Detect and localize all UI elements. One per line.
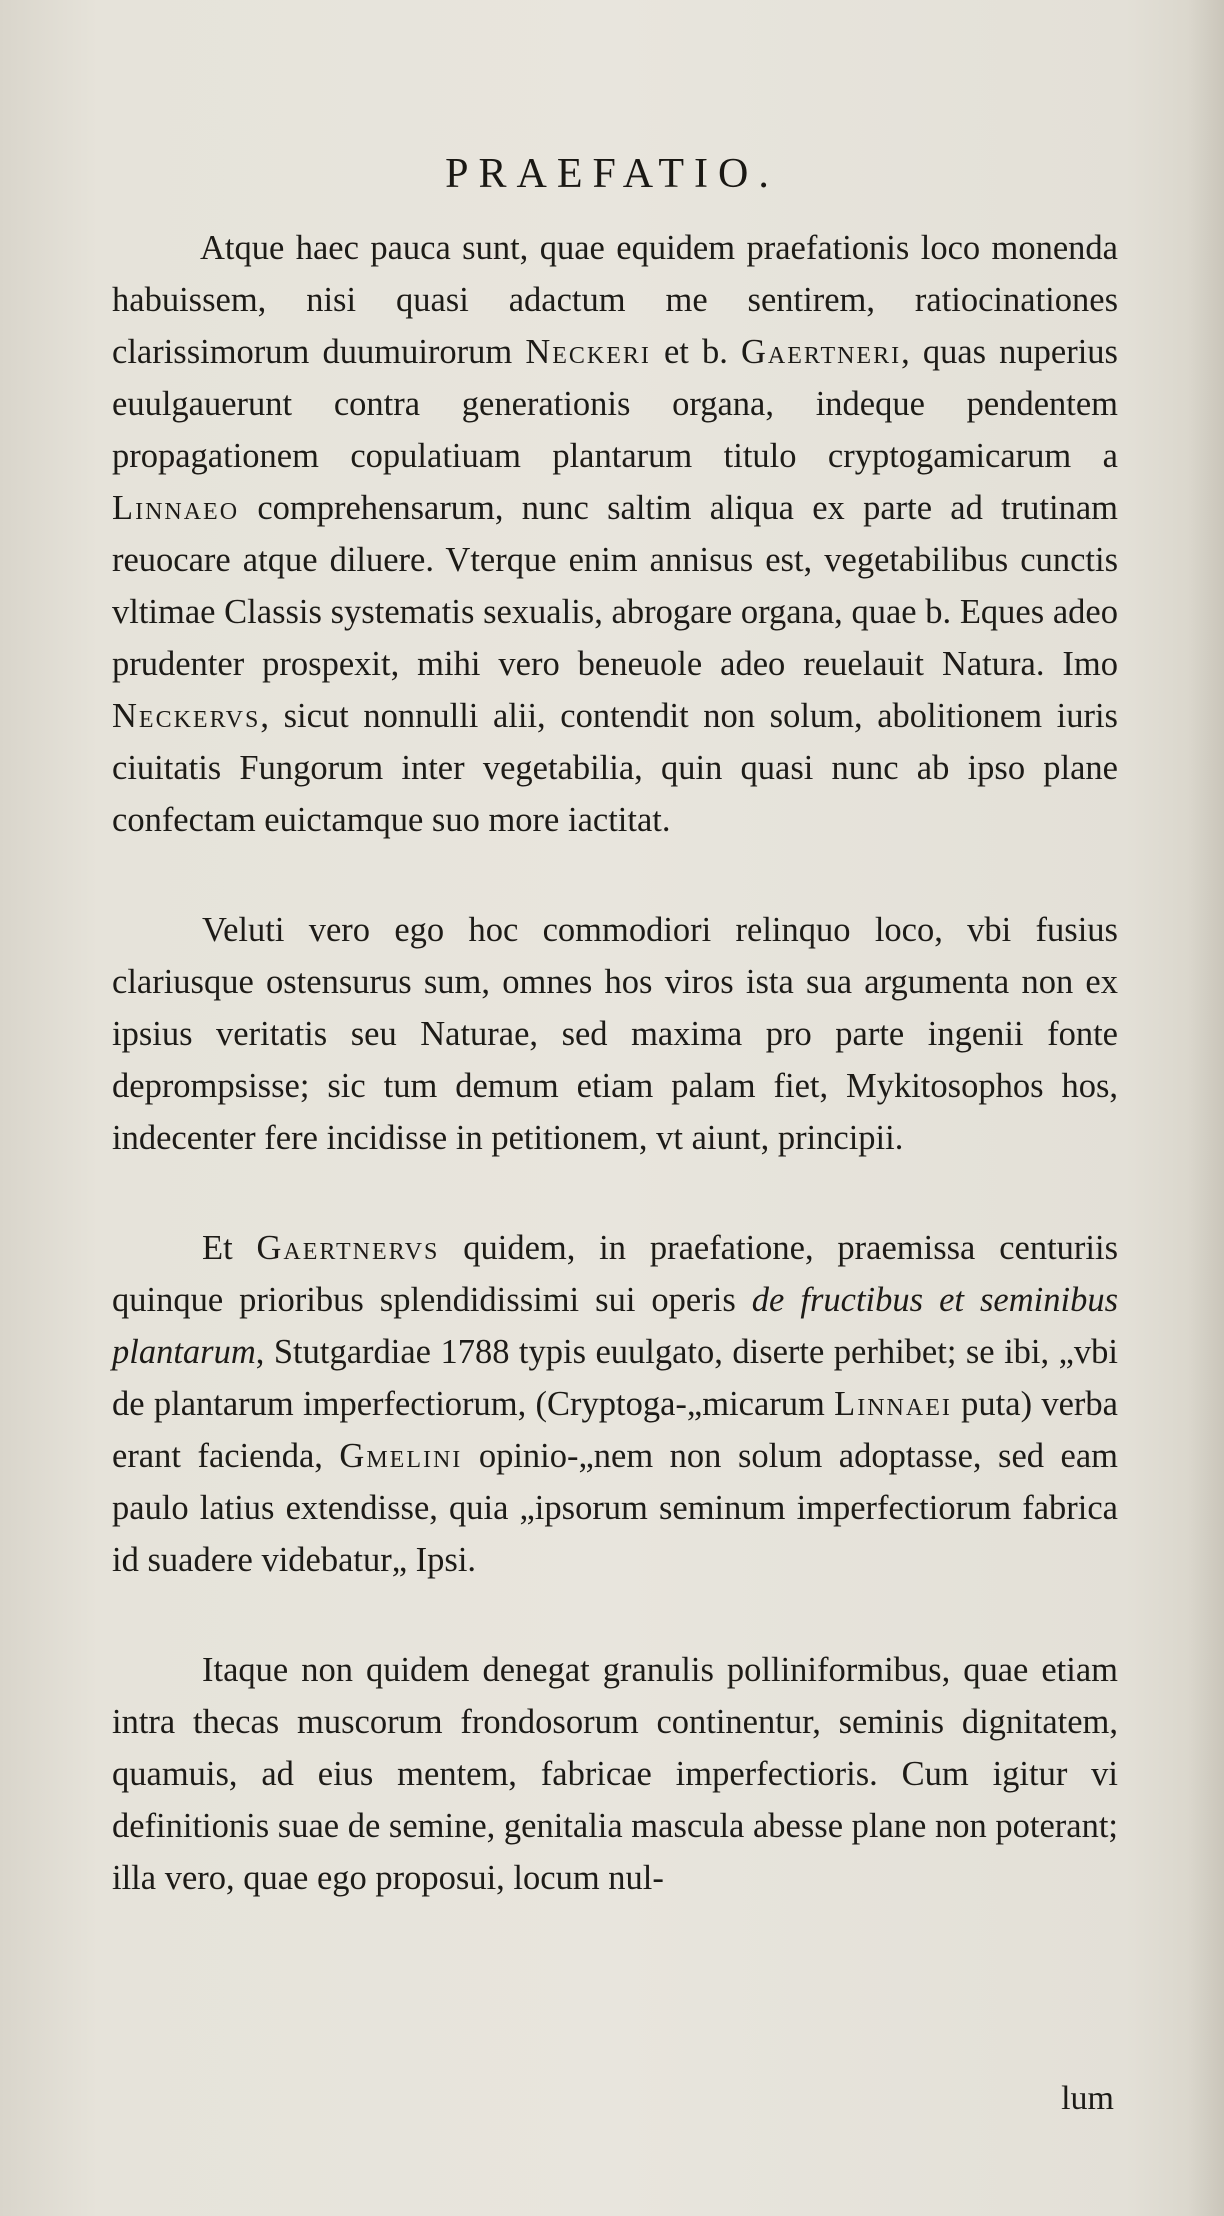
text-run: , quas nuperius euulgauerunt contra generationis organa, indeque pendentem propagationem copulatiuam plantarum titulo cryptogamicarum a [112, 333, 1118, 475]
paragraph [112, 1222, 1118, 1586]
text-run: Atque haec pauca sunt, quae equidem praefationis loco monenda habuissem, nisi quasi adactum me sentirem, ratiocinationes clarissimorum duumuirorum [112, 229, 1118, 371]
text-run: Et [202, 1229, 257, 1267]
italic-title: de fructibus et seminibus plantarum [112, 1281, 1118, 1371]
text-run: quidem, in praefatione, praemissa centuriis quinque prioribus splendidissimi sui operis [112, 1229, 1118, 1319]
paragraph [112, 222, 1118, 846]
proper-name: Linnaeo [112, 489, 240, 527]
text-run: comprehensarum, nunc saltim aliqua ex parte ad trutinam reuocare atque diluere. Vterque enim annisus est, vegetabilibus cunctis vltimae Classis systematis sexualis, abrogare organa, quae b. Eques adeo prudenter prospexit, mihi vero beneuole adeo reuelauit Natura. Imo [112, 489, 1118, 683]
text-run: , Stutgardiae 1788 typis euulgato, diserte perhibet; se ibi, „vbi de plantarum imperfectiorum, (Cryptoga-„micarum [112, 1333, 1118, 1423]
paragraph [112, 904, 1118, 1164]
proper-name: Gaertnervs [256, 1229, 440, 1267]
text-run: et b. [650, 333, 741, 371]
proper-name: Neckeri [525, 333, 651, 371]
text-run: Itaque non quidem denegat granulis polliniformibus, quae etiam intra thecas muscorum frondosorum continentur, seminis dignitatem, quamuis, ad eius mentem, fabricae imperfectioris. Cum igitur vi definitionis suae de semine, genitalia mascula abesse plane non poterant; illa vero, quae ego proposui, locum nul- [112, 1651, 1118, 1897]
page-edge-shadow [1188, 0, 1224, 2216]
text-run: , sicut nonnulli alii, contendit non solum, abolitionem iuris ciuitatis Fungorum inter vegetabilia, quin quasi nunc ab ipso plane confectam euictamque suo more iactitat. [112, 697, 1118, 839]
proper-name: Neckervs [112, 697, 261, 735]
body-text [112, 222, 1118, 1962]
text-run: puta) verba erant facienda, [112, 1385, 1118, 1475]
proper-name: Gaertneri [740, 333, 902, 371]
catchword: lum [1061, 2080, 1114, 2117]
text-run: opinio-„nem non solum adoptasse, sed eam paulo latius extendisse, quia „ipsorum seminum imperfectiorum fabrica id suadere videbatur„ Ipsi. [112, 1437, 1118, 1579]
text-run: Veluti vero ego hoc commodiori relinquo loco, vbi fusius clariusque ostensurus sum, omnes hos viros ista sua argumenta non ex ipsius veritatis seu Naturae, sed maxima pro parte ingenii fonte deprompsisse; sic tum demum etiam palam fiet, Mykitosophos hos, indecenter fere incidisse in petitionem, vt aiunt, principii. [112, 911, 1118, 1157]
proper-name: Gmelini [339, 1437, 463, 1475]
running-head: PRAEFATIO. [445, 151, 779, 197]
paragraph [112, 1644, 1118, 1904]
proper-name: Linnaei [834, 1385, 952, 1423]
